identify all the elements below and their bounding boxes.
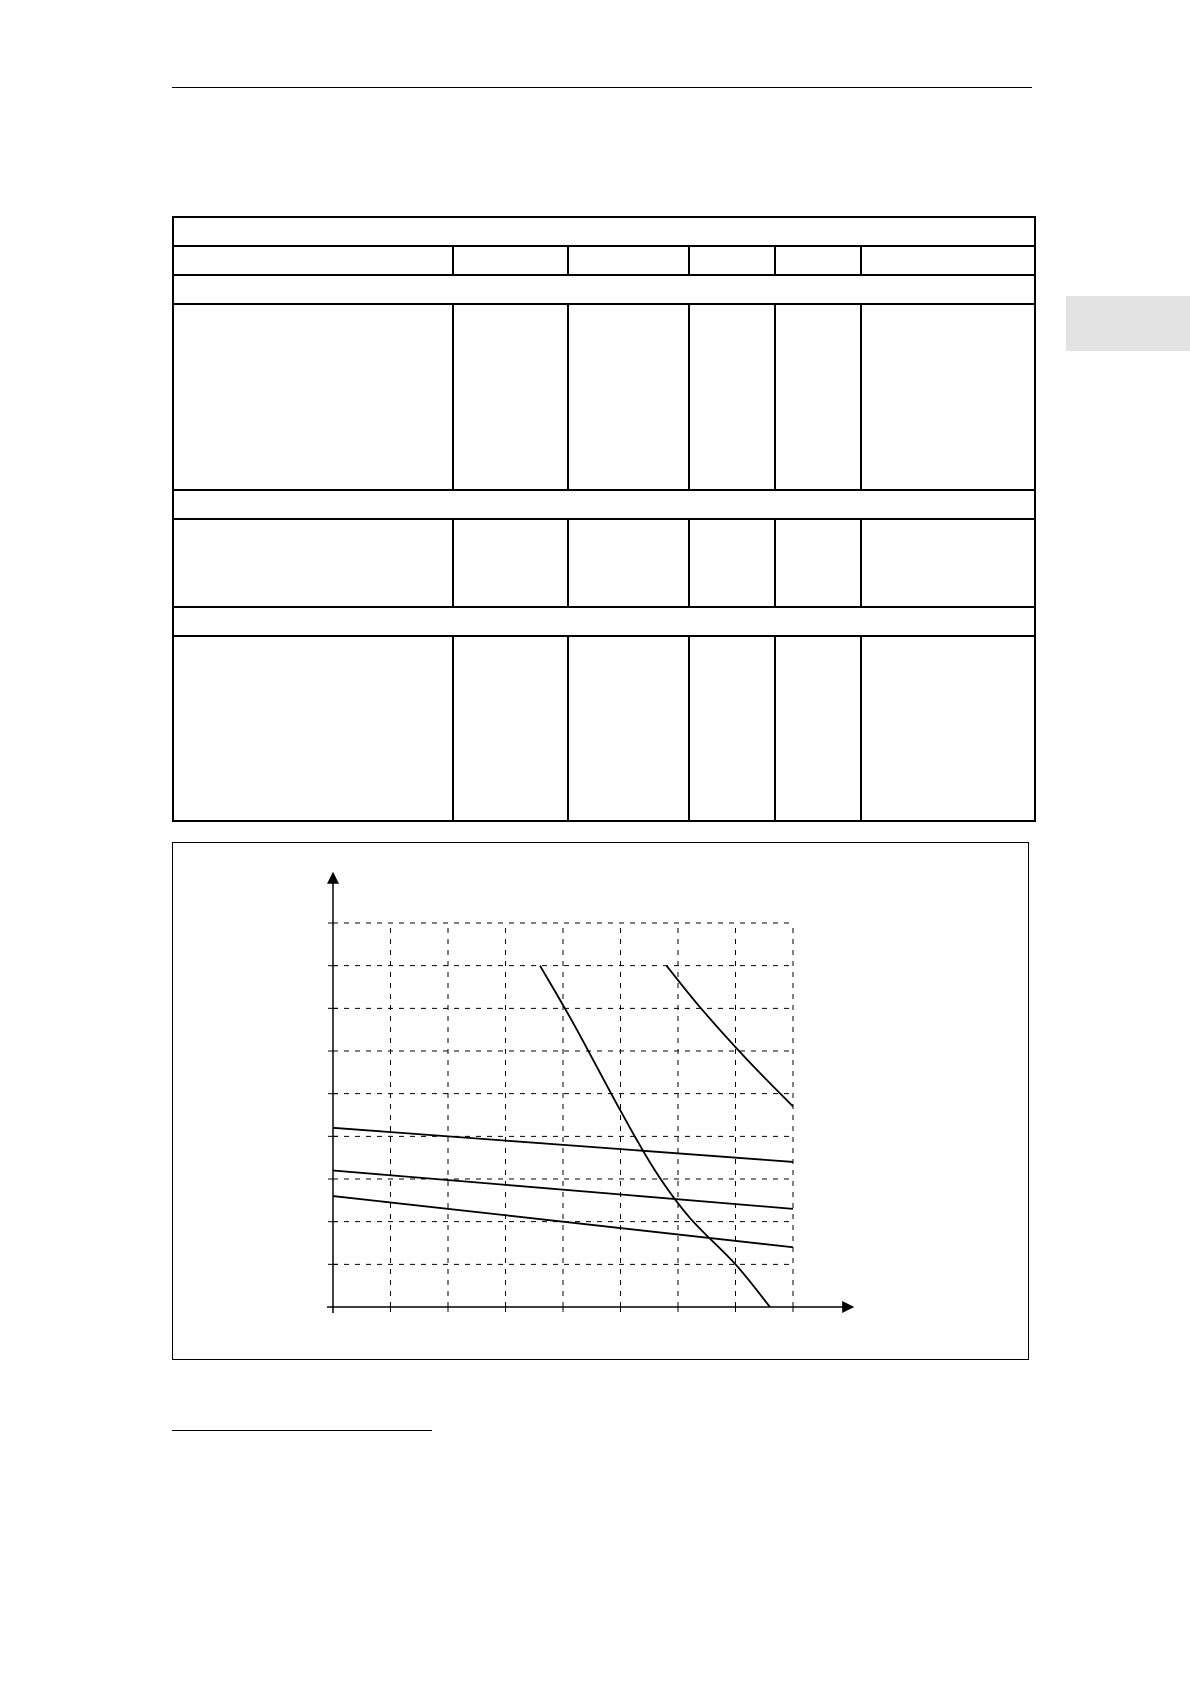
table-header-row — [173, 246, 1035, 275]
column-header — [173, 246, 453, 275]
table-cell — [173, 519, 453, 607]
table-row — [173, 304, 1035, 490]
table-cell — [173, 636, 453, 821]
chart — [173, 843, 1030, 1361]
series-line-1 — [333, 1128, 793, 1162]
table-cell — [861, 636, 1035, 821]
table-caption-row — [173, 217, 1035, 246]
column-header — [775, 246, 861, 275]
table-cell — [689, 304, 775, 490]
table-cell — [775, 519, 861, 607]
side-tab — [1066, 296, 1190, 351]
table-cell — [453, 519, 568, 607]
column-header — [453, 246, 568, 275]
table-cell — [453, 304, 568, 490]
table-cell — [775, 304, 861, 490]
table-cell — [568, 636, 689, 821]
table-cell — [689, 636, 775, 821]
column-header — [689, 246, 775, 275]
column-header — [861, 246, 1035, 275]
table-cell — [689, 519, 775, 607]
table-cell — [861, 519, 1035, 607]
header-rule — [172, 87, 1032, 88]
section-title-row — [173, 607, 1035, 636]
table-row — [173, 636, 1035, 821]
section-title — [173, 607, 1035, 636]
series-line-5 — [667, 966, 794, 1107]
table-cell — [861, 304, 1035, 490]
table-row — [173, 519, 1035, 607]
section-title-row — [173, 490, 1035, 519]
table-cell — [453, 636, 568, 821]
table-cell — [568, 519, 689, 607]
spec-table — [172, 216, 1036, 822]
section-title — [173, 275, 1035, 304]
chart-frame — [172, 842, 1029, 1360]
table-cell — [173, 304, 453, 490]
section-title-row — [173, 275, 1035, 304]
footnote-rule — [172, 1430, 432, 1431]
table-cell — [568, 304, 689, 490]
column-header — [568, 246, 689, 275]
table-cell — [775, 636, 861, 821]
table-caption — [173, 217, 1035, 246]
section-title — [173, 490, 1035, 519]
